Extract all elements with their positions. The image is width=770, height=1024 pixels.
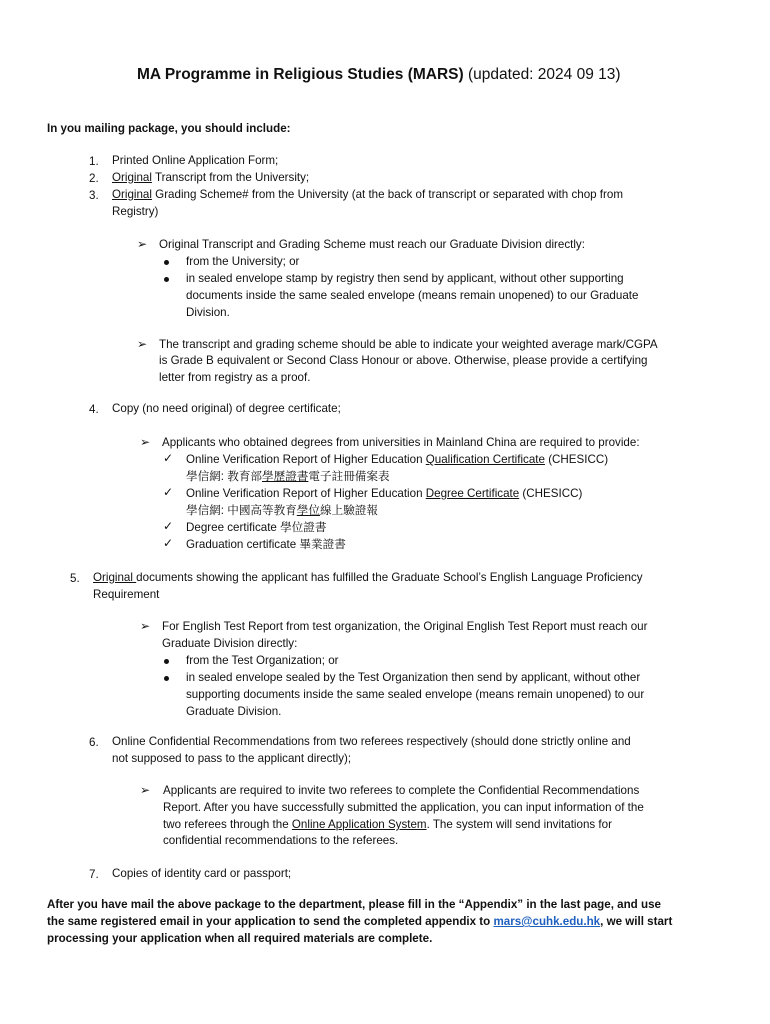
sub-item-5a-bullet-2-l1: in sealed envelope sealed by the Test Organization then send by applicant, without other	[186, 671, 641, 684]
check-item-1-zh	[186, 469, 390, 486]
bullet-dot-icon	[164, 277, 169, 282]
sub-item-5a-bullet-2-l3: Graduate Division.	[186, 705, 282, 718]
sub-item-3a-bullet-2-l1: in sealed envelope stamp by registry then send by applicant, without other supporting	[186, 272, 624, 285]
sub-item-5a-bullet-1: from the Test Organization; or	[186, 654, 339, 667]
item-2-rest: Transcript from the University;	[151, 171, 310, 184]
item-number: 1.	[89, 155, 99, 168]
check-item-1-b: (CHESICC)	[544, 453, 609, 466]
item-3-rest: Grading Scheme# from the University (at the back of transcript or separated with chop from	[151, 188, 623, 201]
underlined-original: Original	[93, 571, 137, 584]
sub-item-6a-l2: Report. After you have successfully submitted the application, you can input information of the	[163, 801, 644, 814]
checkmark-icon: ✓	[163, 536, 174, 550]
check-item-2-zh-underlined: 學位	[296, 504, 320, 517]
item-5-rest: documents showing the applicant has fulfilled the Graduate School’s English Language Proficiency	[136, 571, 643, 584]
email-link[interactable]: mars@cuhk.edu.hk	[493, 915, 601, 928]
check-item-1	[186, 452, 608, 469]
item-number: 4.	[89, 403, 99, 416]
item-6-line-1: Online Confidential Recommendations from two referees respectively (should done strictly online and	[112, 735, 631, 748]
sub-item-6a-l1: Applicants are required to invite two referees to complete the Confidential Recommendations	[163, 784, 640, 797]
arrow-bullet-icon: ➢	[137, 337, 148, 351]
sub-item-6a-l3	[163, 817, 612, 834]
sub-item-5a-l2: Graduate Division directly:	[162, 637, 298, 650]
item-6-line-2: not supposed to pass to the applicant directly);	[112, 752, 352, 765]
item-7-text: Copies of identity card or passport;	[112, 867, 292, 880]
sub-item-3a-bullet-2-l3: Division.	[186, 306, 230, 319]
sub-item-6a-l3-a: two referees through the	[163, 818, 292, 831]
item-1-text: Printed Online Application Form;	[112, 154, 279, 167]
check-item-1-zh-a: 學信網: 教育部	[186, 470, 263, 483]
check-item-2-b: (CHESICC)	[519, 487, 583, 500]
sub-item-3a-bullet-1: from the University; or	[186, 255, 300, 268]
online-application-system-link[interactable]: Online Application System	[291, 818, 427, 831]
item-5-line-2: Requirement	[93, 588, 160, 601]
sub-item-5a-bullet-2-l2: supporting documents inside the same sealed envelope (means remain unopened) to our	[186, 688, 645, 701]
footer-line-3: processing your application when all required materials are complete.	[47, 932, 433, 945]
title-bold: MA Programme in Religious Studies (MARS)	[137, 66, 464, 83]
sub-item-3b-l2: is Grade B equivalent or Second Class Honour or above. Otherwise, please provide a certifying	[159, 354, 648, 367]
bullet-dot-icon	[164, 260, 169, 265]
arrow-bullet-icon: ➢	[140, 783, 151, 797]
footer-line-2-b: , we will start	[600, 915, 673, 928]
check-item-1-zh-underlined: 學歷證書	[262, 470, 309, 483]
footer-line-2	[47, 914, 672, 931]
arrow-bullet-icon: ➢	[140, 619, 151, 633]
check-item-1-a: Online Verification Report of Higher Education	[186, 453, 426, 466]
checkmark-icon: ✓	[163, 519, 174, 533]
underlined-original: Original	[112, 171, 152, 184]
check-item-1-zh-b: 電子註冊備案表	[308, 470, 390, 483]
sub-item-3a-bullet-2-l2: documents inside the same sealed envelope (means remain unopened) to our Graduate	[186, 289, 639, 302]
sub-item-5a-l1: For English Test Report from test organization, the Original English Test Report must reach our	[162, 620, 648, 633]
check-item-2-underlined: Degree Certificate	[425, 487, 520, 500]
sub-item-6a-l4: confidential recommendations to the referees.	[163, 834, 399, 847]
item-number: 6.	[89, 736, 99, 749]
check-item-2-zh-a: 學信網: 中國高等教育	[186, 504, 297, 517]
item-number: 3.	[89, 189, 99, 202]
check-item-4: Graduation certificate 畢業證書	[186, 538, 346, 551]
sub-item-3b-l3: letter from registry as a proof.	[159, 371, 311, 384]
bullet-dot-icon	[164, 659, 169, 664]
check-item-1-underlined: Qualification Certificate	[425, 453, 545, 466]
item-4-text: Copy (no need original) of degree certificate;	[112, 402, 341, 415]
sub-item-4a-text: Applicants who obtained degrees from universities in Mainland China are required to provide:	[162, 436, 640, 449]
item-2-text	[112, 170, 309, 187]
page-title	[137, 66, 621, 84]
item-3-line-2: Registry)	[112, 205, 159, 218]
item-5-line-1	[93, 570, 643, 587]
item-number: 2.	[89, 172, 99, 185]
item-number: 5.	[70, 572, 80, 585]
arrow-bullet-icon: ➢	[137, 237, 148, 251]
item-number: 7.	[89, 868, 99, 881]
title-updated: (updated: 2024 09 13)	[463, 66, 621, 83]
check-item-2-zh	[186, 503, 378, 520]
check-item-2-zh-b: 線上驗證報	[320, 504, 378, 517]
underlined-original: Original	[112, 188, 152, 201]
checkmark-icon: ✓	[163, 485, 174, 499]
item-3-line-1	[112, 187, 623, 204]
checkmark-icon: ✓	[163, 451, 174, 465]
bullet-dot-icon	[164, 676, 169, 681]
check-item-2	[186, 486, 582, 503]
sub-item-6a-l3-b: . The system will send invitations for	[426, 818, 612, 831]
check-item-3: Degree certificate 學位證書	[186, 521, 327, 534]
intro-heading: In you mailing package, you should include:	[47, 122, 291, 135]
arrow-bullet-icon: ➢	[140, 435, 151, 449]
check-item-2-a: Online Verification Report of Higher Education	[186, 487, 426, 500]
footer-line-2-a: the same registered email in your application to send the completed appendix to	[47, 915, 494, 928]
sub-item-3b-l1: The transcript and grading scheme should be able to indicate your weighted average mark/CGPA	[159, 338, 658, 351]
footer-line-1: After you have mail the above package to the department, please fill in the “Appendix” in the last page, and use	[47, 898, 661, 911]
sub-item-3a-text: Original Transcript and Grading Scheme must reach our Graduate Division directly:	[159, 238, 585, 251]
